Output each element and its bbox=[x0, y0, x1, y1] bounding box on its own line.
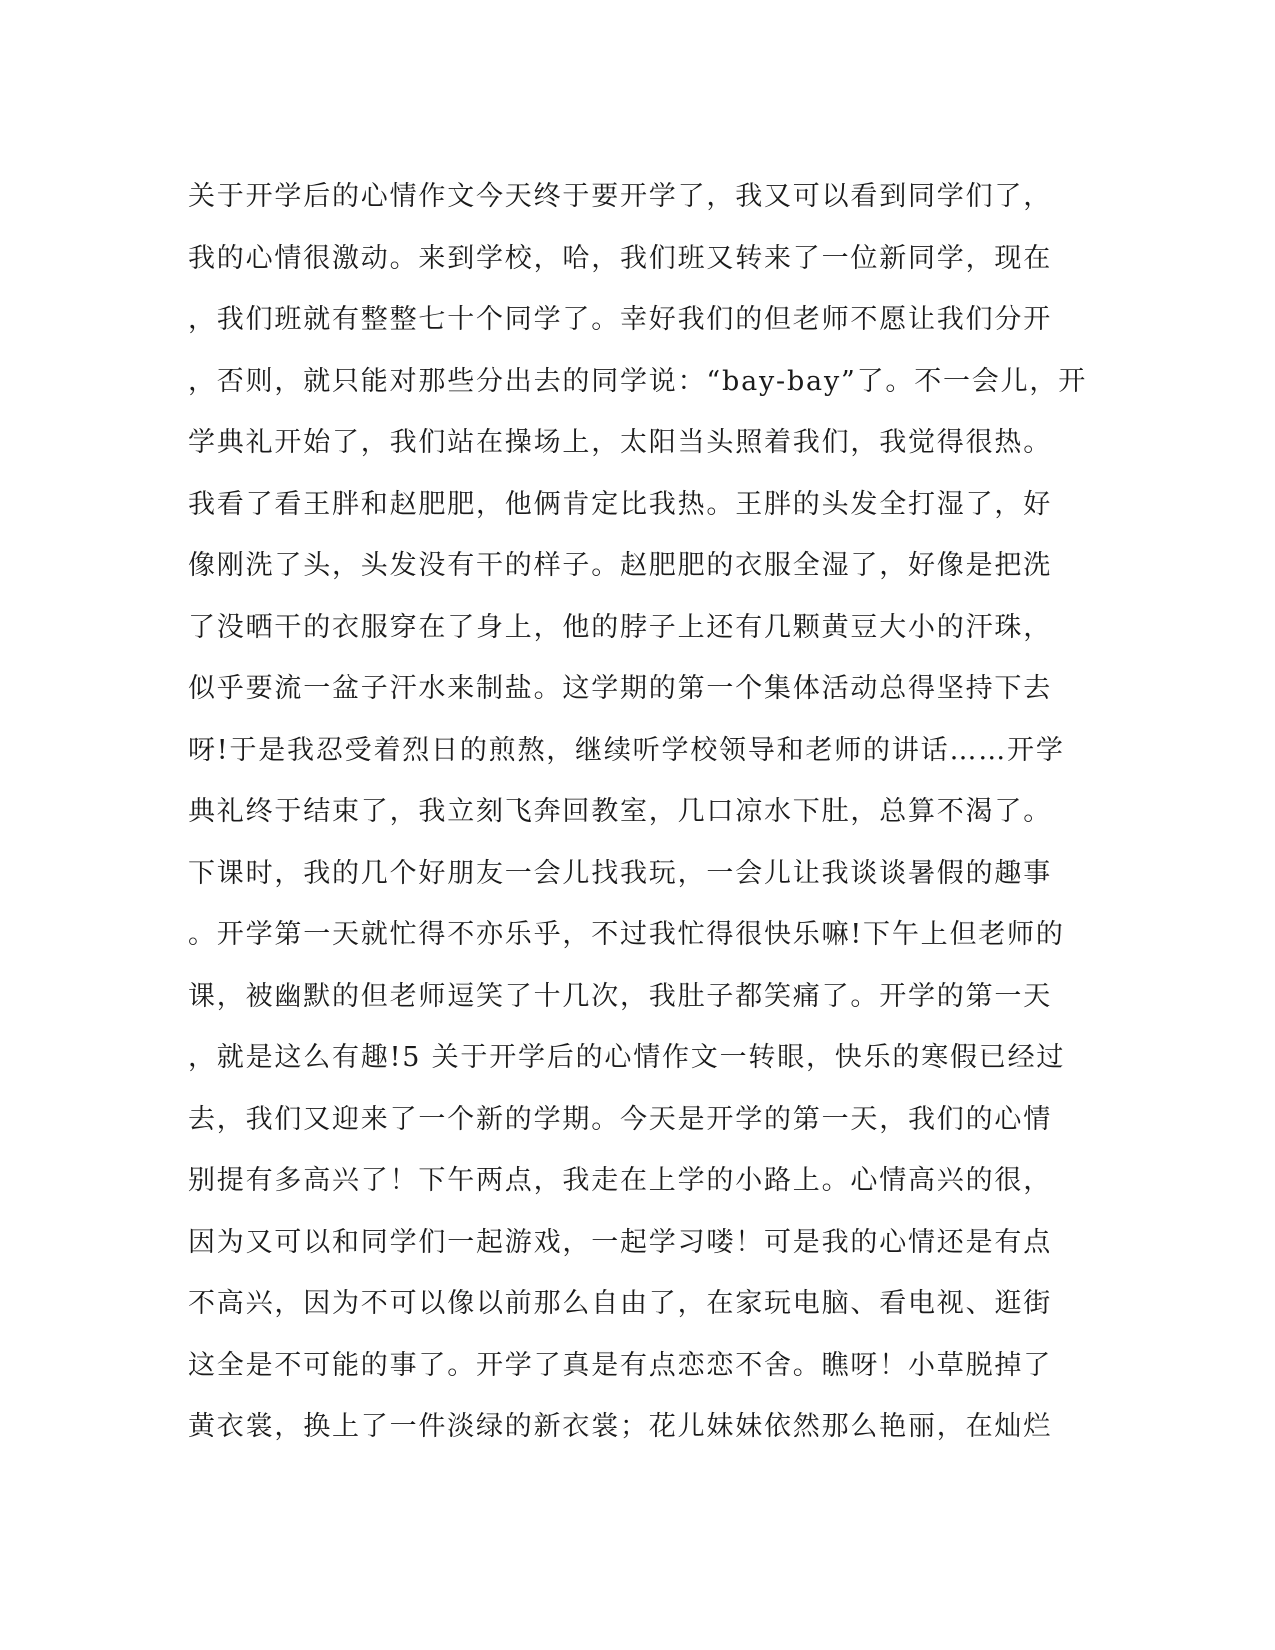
text-line: 似乎要流一盆子汗水来制盐。这学期的第一个集体活动总得坚持下去 bbox=[188, 673, 1052, 704]
text-line: ，我们班就有整整七十个同学了。幸好我们的但老师不愿让我们分开 bbox=[188, 304, 1052, 335]
text-line: 课，被幽默的但老师逗笑了十几次，我肚子都笑痛了。开学的第一天 bbox=[188, 980, 1052, 1012]
text-line: 下课时，我的几个好朋友一会儿找我玩，一会儿让我谈谈暑假的趣事 bbox=[188, 857, 1052, 889]
text-line: 别提有多高兴了！下午两点，我走在上学的小路上。心情高兴的很， bbox=[188, 1165, 1052, 1196]
text-line: 不高兴，因为不可以像以前那么自由了，在家玩电脑、看电视、逛街 bbox=[188, 1288, 1052, 1319]
text-line: 因为又可以和同学们一起游戏，一起学习喽！可是我的心情还是有点 bbox=[188, 1226, 1052, 1258]
text-line: 呀!于是我忍受着烈日的煎熬，继续听学校领导和老师的讲话……开学 bbox=[188, 734, 1065, 766]
body-text bbox=[188, 166, 1088, 1458]
text-line: 像刚洗了头，头发没有干的样子。赵肥肥的衣服全湿了，好像是把洗 bbox=[188, 550, 1052, 581]
text-line: 这全是不可能的事了。开学了真是有点恋恋不舍。瞧呀！小草脱掉了 bbox=[188, 1349, 1052, 1381]
text-line: 我的心情很激动。来到学校，哈，我们班又转来了一位新同学，现在 bbox=[188, 242, 1052, 274]
text-line: 学典礼开始了，我们站在操场上，太阳当头照着我们，我觉得很热。 bbox=[188, 427, 1052, 458]
text-line: 我看了看王胖和赵肥肥，他俩肯定比我热。王胖的头发全打湿了，好 bbox=[188, 488, 1052, 520]
text-line: 典礼终于结束了，我立刻飞奔回教室，几口凉水下肚，总算不渴了。 bbox=[188, 796, 1052, 827]
text-line: 。开学第一天就忙得不亦乐乎，不过我忙得很快乐嘛!下午上但老师的 bbox=[188, 919, 1065, 950]
text-line: 黄衣裳，换上了一件淡绿的新衣裳；花儿妹妹依然那么艳丽，在灿烂 bbox=[188, 1411, 1052, 1442]
text-line: 去，我们又迎来了一个新的学期。今天是开学的第一天，我们的心情 bbox=[188, 1103, 1052, 1135]
text-line: ，否则，就只能对那些分出去的同学说：“bay-bay”了。不一会儿，开 bbox=[188, 365, 1087, 397]
text-line: 了没晒干的衣服穿在了身上，他的脖子上还有几颗黄豆大小的汗珠， bbox=[188, 611, 1052, 643]
text-line: ，就是这么有趣!5 关于开学后的心情作文一转眼，快乐的寒假已经过 bbox=[188, 1042, 1066, 1073]
text-line: 关于开学后的心情作文今天终于要开学了，我又可以看到同学们了， bbox=[188, 181, 1052, 212]
